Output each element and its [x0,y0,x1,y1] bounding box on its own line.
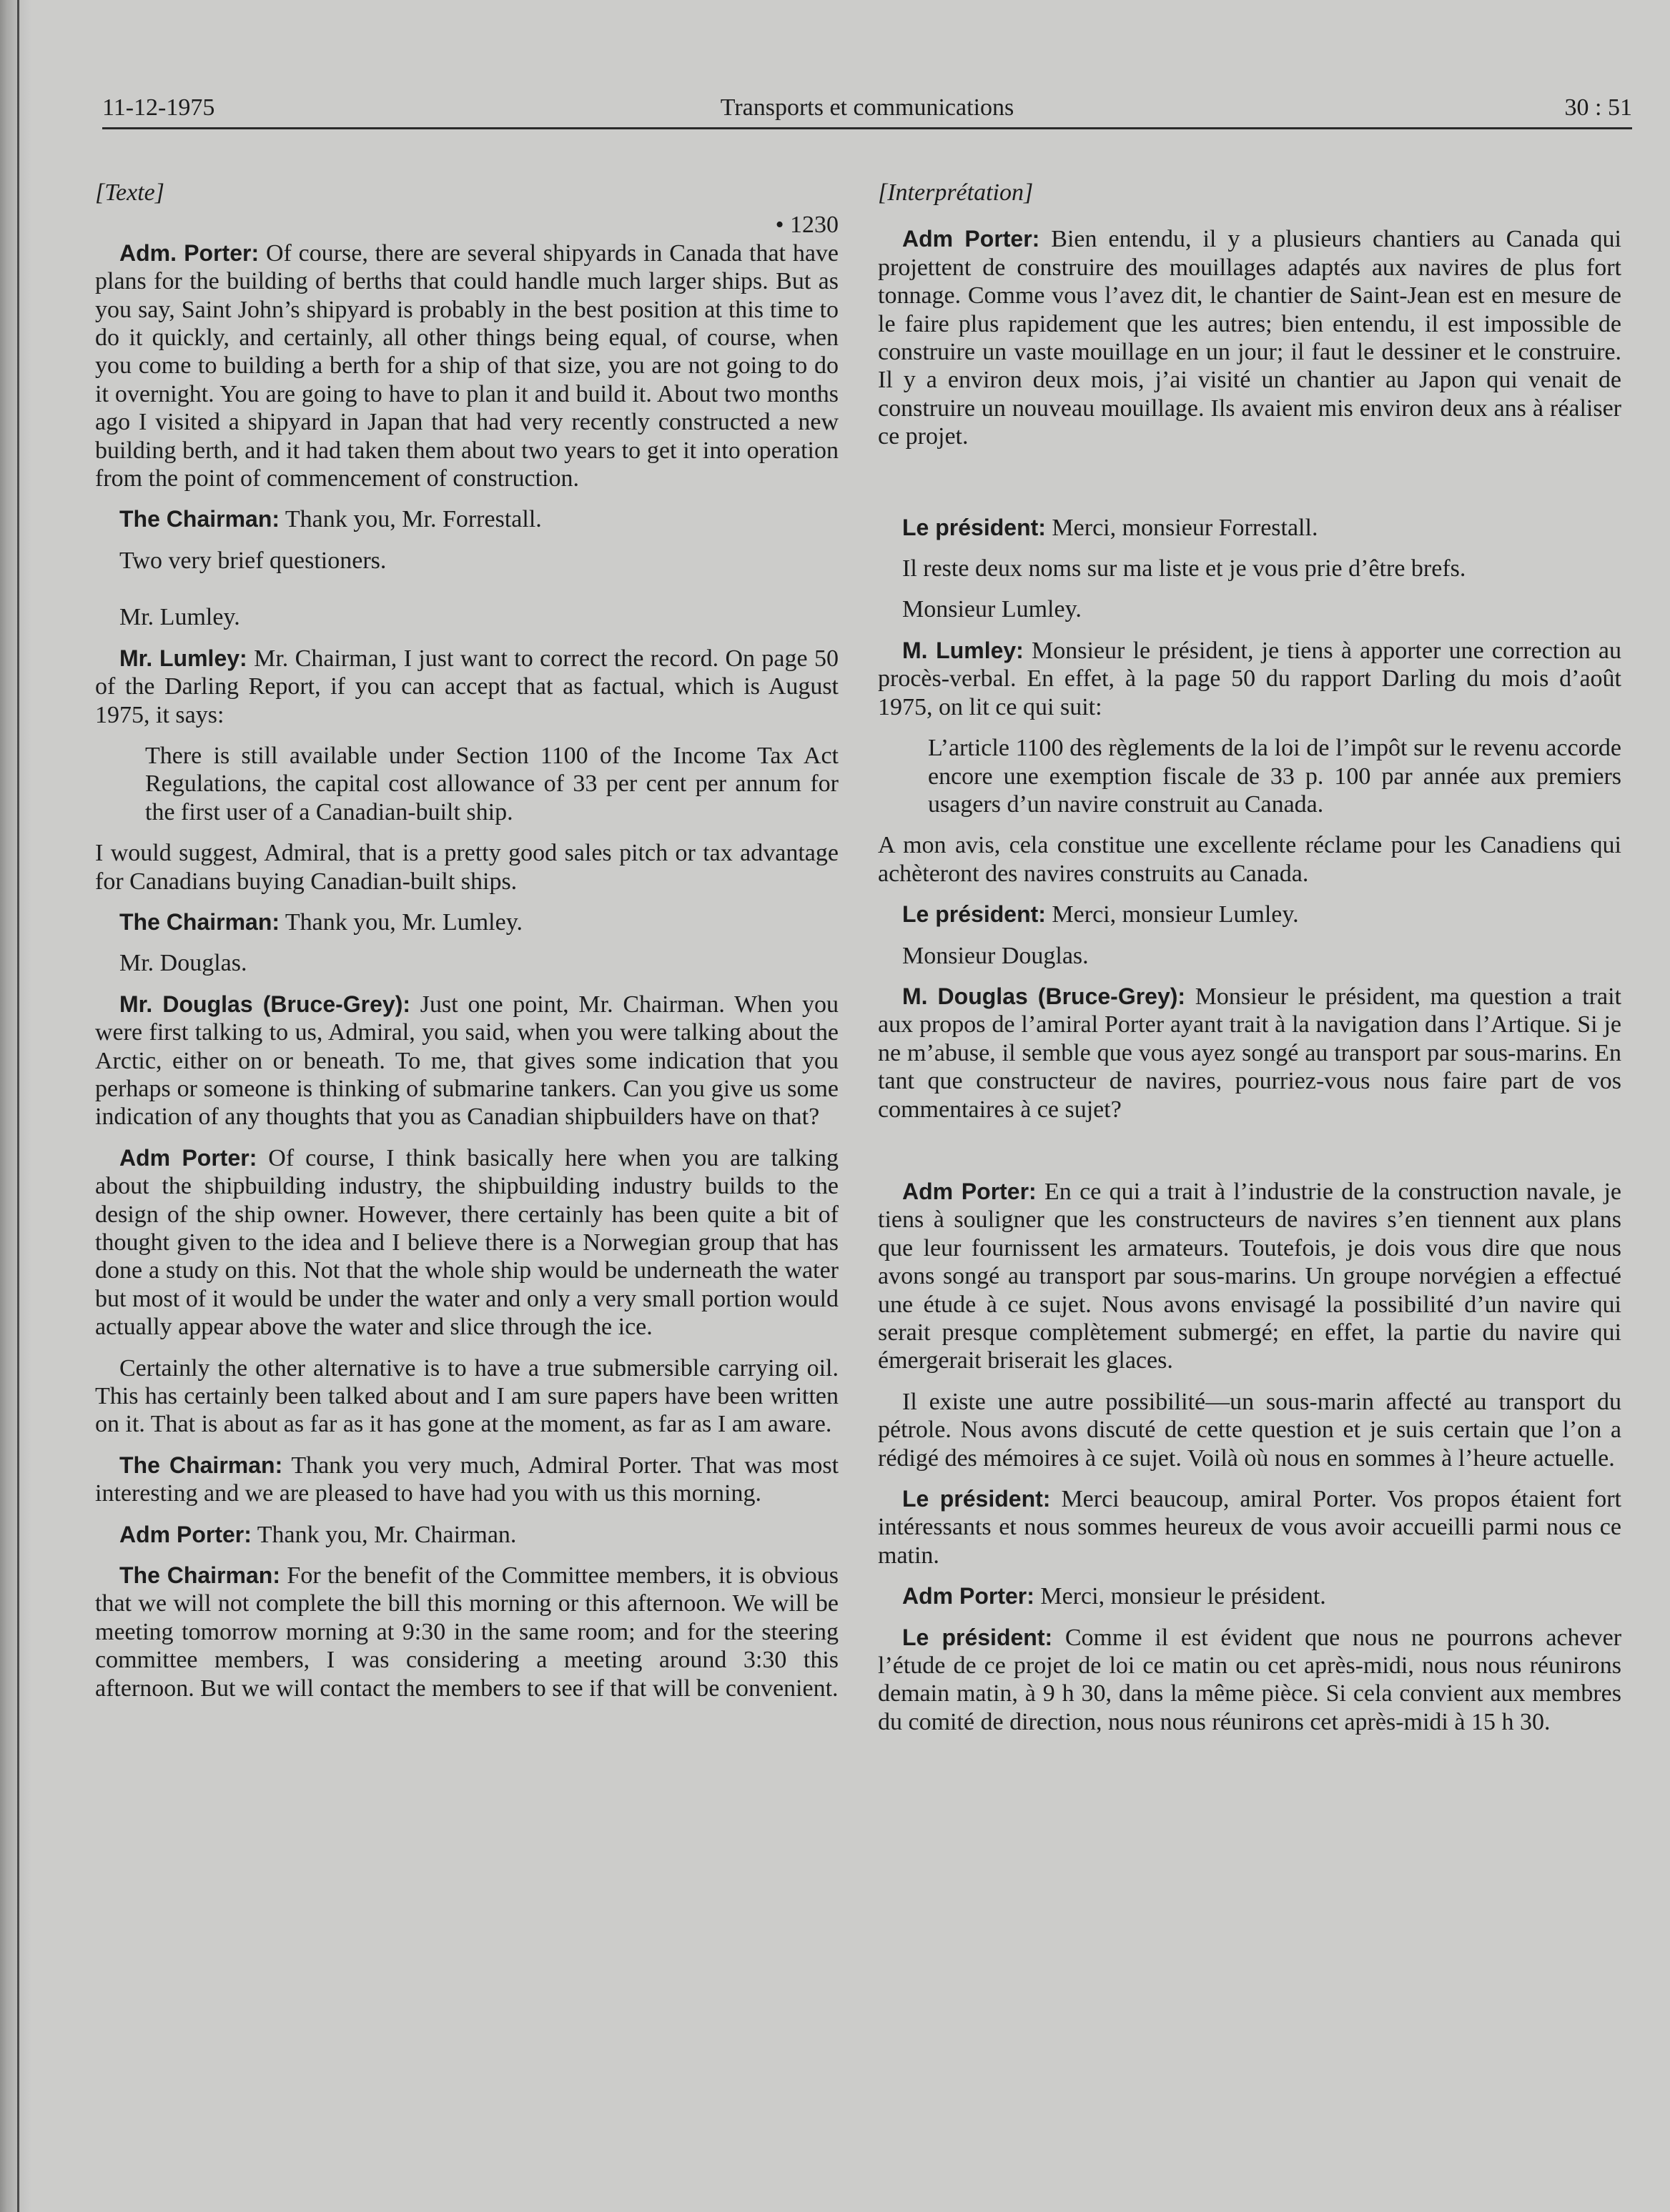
paragraph-mr-lumley: Mr. Lumley. [119,604,240,631]
paragraph-president-4 [878,1624,1621,1737]
paragraph-porter-2 [95,1144,839,1341]
quoted-regulation-fr: L’article 1100 des règlements de la loi de l’impôt sur le revenu accorde encore une exemption fiscale de 33 p. 100 par année aux premiers usagers d’un navire construit au Canada. [928,735,1621,818]
speaker-label: Le président: [902,1624,1053,1650]
time-marker: • 1230 [775,212,839,239]
quoted-regulation: There is still available under Section 1100 of the Income Tax Act Regulations, the capital cost allowance of 33 per cent per annum for the first user of a Canadian-built ship. [145,742,839,825]
speech-text: Of course, I think basically here when you are talking about the shipbuilding industry, the shipbuilding industry builds to the design of the ship owner. However, there certainly has been quite a bit of thought given to the idea and I believe there is a Norwegian group that has done a study on this. Not that the whole ship would be underneath the water but most of it would be under the water and only a very small portion would actually appear above the water and slice through the ice. [95,1144,839,1341]
speech-text: Thank you very much, Admiral Porter. That was most interesting and we are pleased to have had you with us this morning. [95,1452,839,1507]
english-column [95,179,839,1715]
speaker-label: Le président: [902,1486,1051,1512]
speaker-label: The Chairman: [119,1452,283,1478]
speech-text: Thank you, Mr. Forrestall. [280,506,542,533]
speech-text: Bien entendu, il y a plusieurs chantiers au Canada qui projettent de construire des mouillages adaptés aux navires de plus fort tonnage. Comme vous l’avez dit, le chantier de Saint-Jean est en mesure de le faire plus rapidement que les autres; bien entendu, il est impossible de construire un vaste mouillage en un jour; il faut le dessiner et le construire. Il y a environ deux mois, j’ai visité un chantier au Japon qui venait de construire un nouveau mouillage. Ils avaient mis environ deux ans à réaliser ce projet. [878,226,1621,450]
paragraph-president-3 [878,1485,1621,1569]
speaker-label: The Chairman: [119,506,280,532]
paragraph-porter-2-fr [878,1178,1621,1375]
speaker-label: Mr. Douglas (Bruce-Grey): [119,991,411,1017]
speaker-label: M. Lumley: [902,637,1024,663]
speech-text: Thank you, Mr. Chairman. [251,1521,517,1548]
paragraph-porter-1 [95,239,839,493]
french-column [878,179,1621,1749]
paragraph-deux-noms: Il reste deux noms sur ma liste et je vous prie d’être brefs. [902,555,1466,582]
paragraph-porter-3-fr [878,1582,1621,1610]
speech-text: Merci, monsieur Lumley. [1045,901,1299,928]
speaker-label: The Chairman: [119,1562,280,1589]
page-header [102,91,1632,129]
speech-text: Monsieur le président, ma question a trait aux propos de l’amiral Porter ayant trait à la navigation dans l’Artique. Si je ne m’abuse, il semble que vous ayez songé au transport par sous-marins. En tant que constructeur de navires, pourriez-vous nous faire part de vos commentaires à ce sujet? [878,983,1621,1123]
paragraph-porter-1-fr [878,225,1621,450]
header-page-number: 30 : 51 [1564,94,1632,121]
paragraph-chairman-3 [95,1452,839,1508]
paragraph-douglas-fr [878,983,1621,1124]
speech-text: Comme il est évident que nous ne pourrons achever l’étude de ce projet de loi ce matin ou cet après-midi, nous nous réunirons demain matin, à 9 h 30, dans la même pièce. Si cela convient aux membres du comité de direction, nous nous réunirons cet après-midi à 15 h 30. [878,1624,1622,1735]
paragraph-mr-douglas: Mr. Douglas. [119,950,247,977]
speech-text: Merci beaucoup, amiral Porter. Vos propos étaient fort intéressants et nous sommes heureux de vous avoir accueilli parmi nous ce matin. [878,1486,1622,1569]
speaker-label: Mr. Lumley: [119,645,247,671]
speaker-label: The Chairman: [119,908,280,935]
speech-text: Of course, there are several shipyards in Canada that have plans for the building of berths that could handle much larger ships. But as you say, Saint John’s shipyard is probably in the best position at this time to do it quickly, and certainly, all other things being equal, of course, when you come to building a berth for a ship of that size, you are not going to do it overnight. You are going to have to plan it and build it. About two months ago I visited a shipyard in Japan that had very recently constructed a new building berth, and it had taken them about two years to get it into operation from the point of commencement of construction. [95,239,839,492]
speaker-label: Adm Porter: [119,1521,252,1547]
header-title: Transports et communications [720,94,1014,121]
paragraph-monsieur-douglas: Monsieur Douglas. [902,942,1089,969]
paragraph-lumley [95,645,839,729]
language-tag-texte: [Texte] [95,179,164,206]
paragraph-chairman-1 [95,505,839,533]
binding-edge-line [17,0,19,2212]
speaker-label: M. Douglas (Bruce-Grey): [902,983,1186,1009]
paragraph-reclame: A mon avis, cela constitue une excellente réclame pour les Canadiens qui achèteront des navires construits au Canada. [878,832,1621,887]
language-tag-interpretation: [Interprétation] [878,179,1034,206]
page-binding-shadow [0,0,31,2212]
speaker-label: Adm Porter: [902,1178,1037,1204]
speech-text: Merci, monsieur Forrestall. [1045,514,1318,541]
speaker-label: Adm. Porter: [119,239,260,266]
speech-text: For the benefit of the Committee members, it is obvious that we will not complete the bill this morning or this afternoon. We will be meeting tomorrow morning at 9:30 in the same room; and for the steering committee members, I was considering a meeting around 3:30 this afternoon. But we will contact the members to see if that will be convenient. [95,1562,839,1702]
paragraph-chairman-4 [95,1562,839,1702]
speech-text: Thank you, Mr. Lumley. [280,908,523,936]
header-date: 11-12-1975 [102,94,215,121]
paragraph-sales-pitch: I would suggest, Admiral, that is a pretty good sales pitch or tax advantage for Canadians buying Canadian-built ships. [95,840,839,895]
speech-text: Monsieur le président, je tiens à apporter une correction au procès-verbal. En effet, à la page 50 du rapport Darling du mois d’août 1975, on lit ce qui suit: [878,637,1622,720]
paragraph-porter-3 [95,1521,839,1549]
speech-text: Merci, monsieur le président. [1034,1583,1326,1610]
paragraph-president-1 [878,514,1621,542]
speaker-label: Adm Porter: [902,226,1040,252]
paragraph-submersible: Certainly the other alternative is to have a true submersible carrying oil. This has certainly been talked about and I am sure papers have been written on it. That is about as far as it has gone at the moment, as far as I am aware. [95,1354,839,1438]
speech-text: En ce qui a trait à l’industrie de la construction navale, je tiens à souligner que les constructeurs de navires s’en tiennent aux plans que leur fournissent les armateurs. Toutefois, je dois vous dire que nous avons songé au transport par sous-marins. Un groupe norvégien a effectué une étude à ce sujet. Nous avons envisagé la possibilité d’un navire qui serait presque complètement submergé; en effet, la partie du navire qui émergerait briserait les glaces. [878,1178,1621,1374]
paragraph-monsieur-lumley: Monsieur Lumley. [902,596,1082,623]
paragraph-autre-possibilite: Il existe une autre possibilité—un sous-marin affecté au transport du pétrole. Nous avons discuté de cette question et je suis certain que l’on a rédigé des mémoires à ce sujet. Voilà où nous en sommes à l’heure actuelle. [878,1388,1621,1472]
paragraph-president-2 [878,901,1621,928]
paragraph-chairman-2 [95,908,839,936]
speech-text: Mr. Chairman, I just want to correct the record. On page 50 of the Darling Report, if you can accept that as factual, which is August 1975, it says: [95,645,839,728]
speech-text: Just one point, Mr. Chairman. When you were first talking to us, Admiral, you said, when you were talking about the Arctic, either on or beneath. To me, that gives some indication that you perhaps or someone is thinking of submarine tankers. Can you give us some indication of any thoughts that you as Canadian shipbuilders have on that? [95,991,839,1131]
paragraph-brief-questioners: Two very brief questioners. [119,547,387,574]
paragraph-douglas [95,991,839,1131]
speaker-label: Adm Porter: [119,1144,257,1171]
speaker-label: Adm Porter: [902,1583,1034,1610]
paragraph-lumley-fr [878,637,1621,721]
speaker-label: Le président: [902,901,1046,928]
speaker-label: Le président: [902,514,1046,540]
